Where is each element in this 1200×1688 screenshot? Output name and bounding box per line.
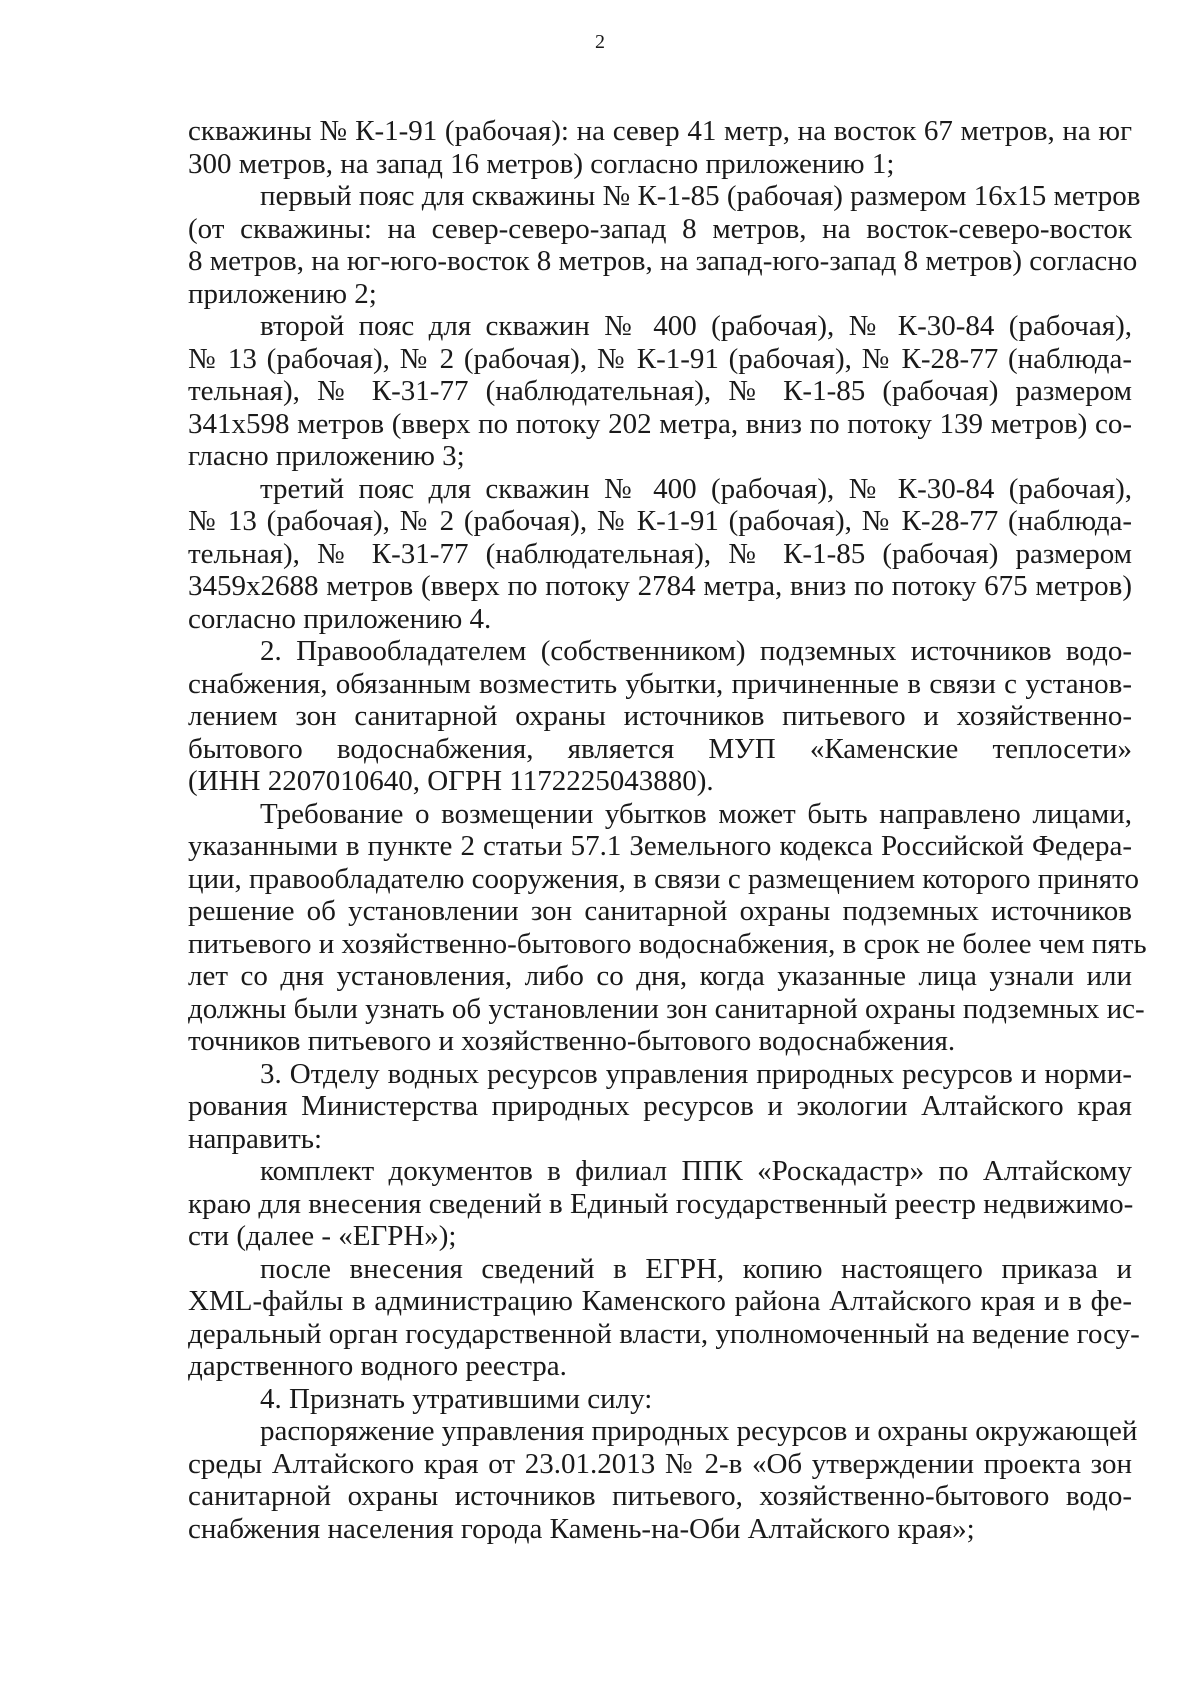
text-line: дарственного водного реестра.: [188, 1350, 567, 1382]
paragraph: [188, 473, 1132, 636]
page-number: 2: [595, 31, 605, 53]
text-line: приложению 2;: [188, 277, 377, 310]
paragraph: [188, 115, 1132, 180]
text-line: 3459x2688 метров (вверх по потоку 2784 метра, вниз по потоку 675 метров): [188, 570, 1132, 602]
text-line: краю для внесения сведений в Единый государственный реестр недвижимо-: [188, 1187, 1134, 1220]
paragraph: [188, 310, 1132, 473]
text-line: решение об установлении зон санитарной охраны подземных источников: [188, 895, 1132, 927]
text-line: должны были узнать об установлении зон санитарной охраны подземных ис-: [188, 992, 1145, 1025]
text-line: направить:: [188, 1122, 323, 1155]
text-line: ции, правообладателю сооружения, в связи с размещением которого принято: [188, 862, 1139, 895]
text-line: снабжения, обязанным возместить убытки, причиненные в связи с установ-: [188, 667, 1132, 700]
text-line: третий пояс для скважин № 400 (рабочая), № К-30-84 (рабочая),: [260, 472, 1132, 505]
text-line: (от скважины: на север-северо-запад 8 метров, на восток-северо-восток: [188, 212, 1132, 245]
text-line: XML-файлы в администрацию Каменского района Алтайского края и в фе-: [188, 1285, 1132, 1317]
text-line: согласно приложению 4.: [188, 602, 492, 635]
text-line: снабжения населения города Камень-на-Оби Алтайского края»;: [188, 1512, 975, 1545]
paragraph: [188, 1415, 1138, 1545]
text-line: 2. Правообладателем (собственником) подземных источников водо-: [260, 635, 1132, 667]
paragraph: [188, 1155, 1132, 1253]
text-line: указанными в пункте 2 статьи 57.1 Земельного кодекса Российской Федера-: [188, 830, 1132, 862]
text-line: скважины № К-1-91 (рабочая): на север 41 метр, на восток 67 метров, на юг: [188, 115, 1132, 147]
text-line: распоряжение управления природных ресурсов и охраны окружающей: [260, 1415, 1138, 1447]
text-line: гласно приложению 3;: [188, 440, 465, 472]
text-line: первый пояс для скважины № К-1-85 (рабочая) размером 16x15 метров: [260, 180, 1141, 212]
text-line: точников питьевого и хозяйственно-бытового водоснабжения.: [188, 1025, 956, 1057]
text-line: лением зон санитарной охраны источников питьевого и хозяйственно-: [188, 700, 1132, 732]
text-line: комплект документов в филиал ППК «Роскадастр» по Алтайскому: [260, 1155, 1132, 1187]
paragraph: [188, 180, 1141, 310]
text-line: тельная), № К-31-77 (наблюдательная), № К-1-85 (рабочая) размером: [188, 375, 1132, 407]
text-line: 4. Признать утратившими силу:: [260, 1382, 653, 1415]
text-line: рования Министерства природных ресурсов и экологии Алтайского края: [188, 1090, 1132, 1122]
text-line: санитарной охраны источников питьевого, хозяйственно-бытового водо-: [188, 1480, 1132, 1512]
text-line: Требование о возмещении убытков может быть направлено лицами,: [260, 797, 1132, 830]
paragraph: [188, 1252, 1140, 1383]
paragraph: [188, 1383, 1132, 1416]
text-line: (ИНН 2207010640, ОГРН 1172225043880).: [188, 765, 714, 797]
text-line: деральный орган государственной власти, уполномоченный на ведение госу-: [188, 1317, 1140, 1350]
paragraph: [188, 797, 1147, 1058]
text-line: № 13 (рабочая), № 2 (рабочая), № К-1-91 (рабочая), № К-28-77 (наблюда-: [188, 505, 1132, 537]
paragraph: [188, 1058, 1132, 1156]
text-line: тельная), № К-31-77 (наблюдательная), № К-1-85 (рабочая) размером: [188, 537, 1132, 570]
text-line: бытового водоснабжения, является МУП «Каменские теплосети»: [188, 732, 1132, 765]
text-line: № 13 (рабочая), № 2 (рабочая), № К-1-91 (рабочая), № К-28-77 (наблюда-: [188, 342, 1132, 375]
text-line: 8 метров, на юг-юго-восток 8 метров, на запад-юго-запад 8 метров) согласно: [188, 245, 1138, 277]
text-line: сти (далее - «ЕГРН»);: [188, 1220, 457, 1252]
text-line: среды Алтайского края от 23.01.2013 № 2-в «Об утверждении проекта зон: [188, 1447, 1132, 1480]
text-line: второй пояс для скважин № 400 (рабочая), № К-30-84 (рабочая),: [260, 310, 1132, 342]
text-line: лет со дня установления, либо со дня, когда указанные лица узнали или: [188, 960, 1132, 992]
text-line: 341x598 метров (вверх по потоку 202 метра, вниз по потоку 139 метров) со-: [188, 407, 1132, 440]
text-line: 3. Отделу водных ресурсов управления природных ресурсов и норми-: [260, 1057, 1132, 1090]
text-line: после внесения сведений в ЕГРН, копию настоящего приказа и: [260, 1252, 1132, 1285]
text-line: питьевого и хозяйственно-бытового водоснабжения, в срок не более чем пять: [188, 927, 1147, 960]
text-line: 300 метров, на запад 16 метров) согласно приложению 1;: [188, 147, 895, 180]
document-body: [188, 115, 1147, 1545]
paragraph: [188, 635, 1132, 798]
